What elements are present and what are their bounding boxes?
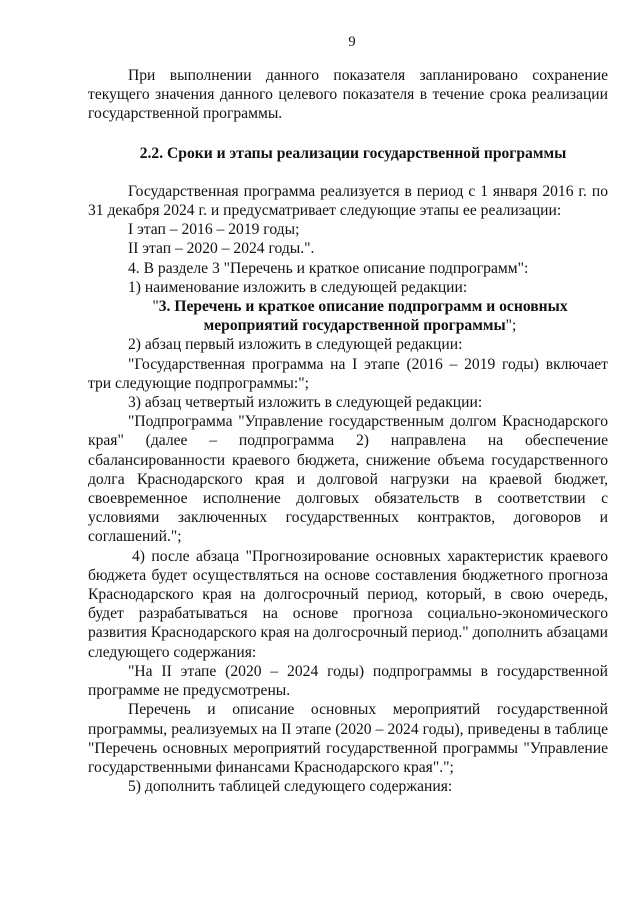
paragraph-subprogram-2: "Подпрограмма "Управление государственным долгом Краснодарского края" (далее – подпрограмма 2) направлена на обеспечение сбалансированности краевого бюджета, снижение объема государственного долга Краснодарского края и долговой нагрузки на краевой бюджет, своевременное исполнение долговых обязательств в соответствии с условиями заключенных государственных контрактов, договоров и соглашений."; [88, 413, 608, 546]
paragraph-target-indicator: При выполнении данного показателя запланировано сохранение текущего значения данного целевого показателя в течение срока реализации государственной программы. [88, 67, 608, 123]
paragraph-program-period: Государственная программа реализуется в период с 1 января 2016 г. по 31 декабря 2024 г. и предусматривает следующие этапы ее реализации: [88, 182, 608, 220]
paragraph-stage-2-note: "На II этапе (2020 – 2024 годы) подпрограммы в государственной программе не предусмотрены. [88, 662, 608, 700]
paragraph-item-4: 4) после абзаца "Прогнозирование основных характеристик краевого бюджета будет осуществляться на основе составления бюджетного прогноза Краснодарского края на долгосрочный период, который, в свою очередь, будет разрабатываться на основе прогноза социально-экономического развития Краснодарского края на долгосрочный период." дополнить абзацами следующего содержания: [88, 547, 608, 661]
paragraph-first-paragraph-text: "Государственная программа на I этапе (2016 – 2019 годы) включает три следующие подпрограммы:"; [88, 355, 608, 392]
section-heading: 2.2. Сроки и этапы реализации государственной программы [139, 144, 567, 162]
paragraph-item-3: 3) абзац четвертый изложить в следующей редакции: [128, 394, 483, 412]
paragraph-measures-list: Перечень и описание основных мероприятий государственной программы, реализуемых на II этапе (2020 – 2024 годы), приведены в таблице "Перечень основных мероприятий государственной программы "Управление государственными финансами Краснодарского края"."; [88, 701, 608, 776]
paragraph-new-title [88, 297, 608, 335]
quote-open: " [152, 298, 159, 316]
quote-close: "; [505, 317, 517, 335]
paragraph-item-5: 5) дополнить таблицей следующего содержания: [128, 778, 453, 796]
document-page [88, 32, 608, 796]
page-number: 9 [348, 34, 356, 50]
paragraph-section-3: 4. В разделе 3 "Перечень и краткое описание подпрограмм": [128, 259, 529, 277]
new-title-bold: 3. Перечень и краткое описание подпрограмм и основных мероприятий государственной программы [158, 298, 568, 335]
paragraph-item-2: 2) абзац первый изложить в следующей редакции: [128, 336, 463, 354]
paragraph-stage-2: II этап – 2020 – 2024 годы.". [128, 240, 315, 258]
paragraph-stage-1: I этап – 2016 – 2019 годы; [128, 221, 300, 239]
paragraph-item-1: 1) наименование изложить в следующей редакции: [128, 278, 468, 296]
